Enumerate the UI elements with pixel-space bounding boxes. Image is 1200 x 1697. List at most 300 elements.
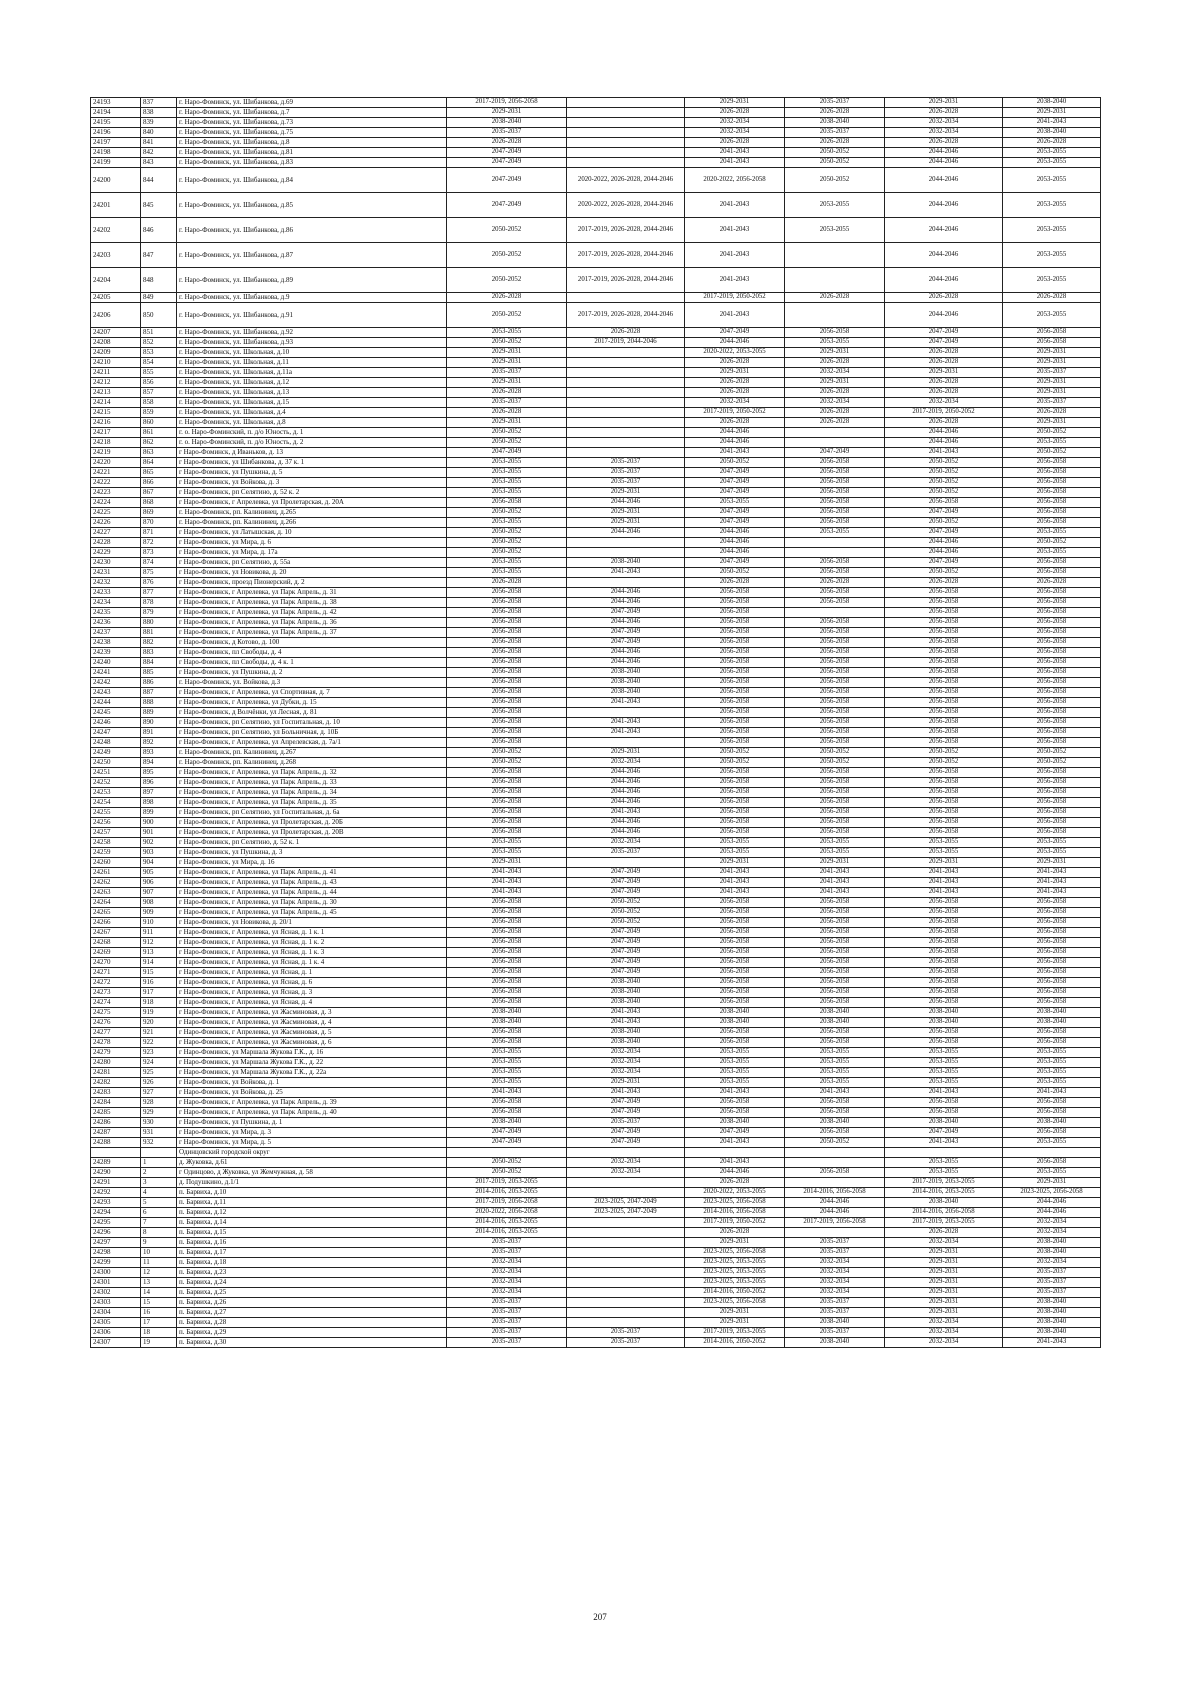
- table-cell: 2032-2034: [567, 758, 685, 768]
- table-cell: 2047-2049: [567, 868, 685, 878]
- table-cell: [567, 1188, 685, 1198]
- table-cell: [785, 243, 885, 268]
- table-cell: 2020-2022, 2026-2028, 2044-2046: [567, 193, 685, 218]
- table-cell: 2026-2028: [685, 1228, 785, 1238]
- table-cell: 870: [141, 518, 177, 528]
- table-row: [91, 128, 1101, 138]
- table-cell: 2044-2046: [685, 1168, 785, 1178]
- table-cell: 2053-2055: [885, 1058, 1003, 1068]
- table-cell: 2056-2058: [1003, 488, 1101, 498]
- table-row: [91, 848, 1101, 858]
- table-cell: 2056-2058: [785, 518, 885, 528]
- table-cell: 2032-2034: [567, 1048, 685, 1058]
- table-cell: г. Наро-Фоминск, ул. Школьная, д.10: [177, 348, 447, 358]
- table-cell: 2056-2058: [685, 828, 785, 838]
- table-row: [91, 1108, 1101, 1118]
- table-cell: 2038-2040: [1003, 1308, 1101, 1318]
- table-cell: 2056-2058: [685, 638, 785, 648]
- table-row: [91, 1248, 1101, 1258]
- table-cell: 2047-2049: [685, 468, 785, 478]
- table-cell: 2026-2028: [885, 358, 1003, 368]
- table-row: [91, 1098, 1101, 1108]
- table-cell: [567, 358, 685, 368]
- table-cell: 24213: [91, 388, 141, 398]
- table-cell: 24255: [91, 808, 141, 818]
- table-cell: г Наро-Фоминск, пл Свободы, д. 4 к. 1: [177, 658, 447, 668]
- table-cell: 2047-2049: [567, 628, 685, 638]
- table-cell: 2035-2037: [785, 1248, 885, 1258]
- table-cell: 9: [141, 1238, 177, 1248]
- table-cell: 24193: [91, 98, 141, 108]
- table-cell: 2026-2028: [885, 108, 1003, 118]
- table-cell: 24245: [91, 708, 141, 718]
- table-cell: г Наро-Фоминск, г Апрелевка, ул Парк Апрель, д. 44: [177, 888, 447, 898]
- table-cell: 24263: [91, 888, 141, 898]
- table-row: [91, 1298, 1101, 1308]
- table-cell: 2026-2028: [785, 388, 885, 398]
- table-cell: 2050-2052: [885, 488, 1003, 498]
- table-cell: 2053-2055: [685, 1068, 785, 1078]
- table-cell: 2050-2052: [885, 458, 1003, 468]
- table-cell: 2056-2058: [785, 828, 885, 838]
- table-cell: п. Барвиха, д.23: [177, 1268, 447, 1278]
- table-cell: 2035-2037: [447, 128, 567, 138]
- table-cell: 2056-2058: [885, 718, 1003, 728]
- table-cell: [567, 1268, 685, 1278]
- table-cell: п. Барвиха, д.25: [177, 1288, 447, 1298]
- table-cell: 2053-2055: [885, 1048, 1003, 1058]
- table-cell: 24209: [91, 348, 141, 358]
- table-cell: 2056-2058: [685, 738, 785, 748]
- table-cell: 862: [141, 438, 177, 448]
- table-cell: 14: [141, 1288, 177, 1298]
- table-cell: п. Барвиха, д.27: [177, 1308, 447, 1318]
- table-cell: 2056-2058: [1003, 718, 1101, 728]
- table-cell: 2053-2055: [785, 218, 885, 243]
- table-cell: 24279: [91, 1048, 141, 1058]
- table-cell: 2050-2052: [785, 758, 885, 768]
- table-cell: 909: [141, 908, 177, 918]
- table-row: [91, 1088, 1101, 1098]
- table-cell: 24272: [91, 978, 141, 988]
- table-cell: 2032-2034: [447, 1268, 567, 1278]
- table-cell: 2014-2016, 2050-2052: [685, 1288, 785, 1298]
- table-cell: 7: [141, 1218, 177, 1228]
- table-cell: 2038-2040: [447, 1118, 567, 1128]
- table-cell: 2038-2040: [567, 688, 685, 698]
- table-cell: 895: [141, 768, 177, 778]
- table-cell: 8: [141, 1228, 177, 1238]
- table-cell: г Наро-Фоминск, д Котово, д. 100: [177, 638, 447, 648]
- table-cell: 2032-2034: [785, 1288, 885, 1298]
- table-cell: 2014-2016, 2053-2055: [447, 1218, 567, 1228]
- table-row: [91, 958, 1101, 968]
- table-cell: г. Наро-Фоминск, рп. Калининец, д.266: [177, 518, 447, 528]
- table-cell: 2056-2058: [785, 958, 885, 968]
- table-cell: 2056-2058: [1003, 468, 1101, 478]
- table-cell: 2032-2034: [785, 398, 885, 408]
- table-cell: 2038-2040: [885, 1118, 1003, 1128]
- table-cell: 2032-2034: [885, 1238, 1003, 1248]
- table-cell: 2029-2031: [685, 1318, 785, 1328]
- table-cell: 2056-2058: [885, 988, 1003, 998]
- table-cell: 2053-2055: [785, 1078, 885, 1088]
- table-cell: 2056-2058: [785, 898, 885, 908]
- table-cell: 2029-2031: [447, 358, 567, 368]
- table-cell: [785, 548, 885, 558]
- table-cell: 2056-2058: [685, 968, 785, 978]
- table-cell: 2047-2049: [567, 1138, 685, 1148]
- table-cell: г Наро-Фоминск, ул Пушкина, д. 1: [177, 1118, 447, 1128]
- table-cell: [785, 1178, 885, 1188]
- table-cell: 24208: [91, 338, 141, 348]
- table-cell: 849: [141, 293, 177, 303]
- table-cell: 2056-2058: [685, 768, 785, 778]
- table-cell: п. Барвиха, д.15: [177, 1228, 447, 1238]
- table-cell: 24304: [91, 1308, 141, 1318]
- table-cell: 2026-2028: [685, 418, 785, 428]
- table-cell: г Наро-Фоминск, г Апрелевка, ул Жасминовая, д. 3: [177, 1008, 447, 1018]
- table-cell: 2056-2058: [447, 938, 567, 948]
- table-cell: 2053-2055: [685, 1078, 785, 1088]
- table-row: [91, 608, 1101, 618]
- table-cell: г Наро-Фоминск, ул Войкова, д. 25: [177, 1088, 447, 1098]
- table-cell: 24293: [91, 1198, 141, 1208]
- table-cell: 2044-2046: [567, 828, 685, 838]
- table-cell: 2035-2037: [567, 1338, 685, 1348]
- table-cell: 2026-2028: [685, 358, 785, 368]
- table-cell: 24217: [91, 428, 141, 438]
- table-cell: 2047-2049: [447, 148, 567, 158]
- table-cell: 2056-2058: [785, 728, 885, 738]
- table-cell: 897: [141, 788, 177, 798]
- table-row: [91, 1138, 1101, 1148]
- table-cell: 2038-2040: [567, 558, 685, 568]
- table-cell: г Наро-Фоминск, г Апрелевка, ул Ясная, д. 1 к. 2: [177, 938, 447, 948]
- table-cell: 24203: [91, 243, 141, 268]
- table-cell: г Наро-Фоминск, г Апрелевка, ул Пролетарская, д. 20Б: [177, 818, 447, 828]
- table-cell: 906: [141, 878, 177, 888]
- table-cell: г. Наро-Фоминск, ул. Школьная, д.8: [177, 418, 447, 428]
- table-cell: 2014-2016, 2053-2055: [885, 1188, 1003, 1198]
- table-cell: 2056-2058: [885, 918, 1003, 928]
- table-cell: 2056-2058: [685, 678, 785, 688]
- table-row: [91, 698, 1101, 708]
- table-row: [91, 708, 1101, 718]
- table-cell: 2: [141, 1168, 177, 1178]
- table-cell: [785, 303, 885, 328]
- table-cell: 872: [141, 538, 177, 548]
- table-cell: 2056-2058: [885, 788, 1003, 798]
- table-cell: 2035-2037: [447, 398, 567, 408]
- table-cell: 2056-2058: [447, 918, 567, 928]
- table-row: [91, 368, 1101, 378]
- table-cell: г. Наро-Фоминск, ул. Шибанкова, д.83: [177, 158, 447, 168]
- table-cell: 2056-2058: [785, 1098, 885, 1108]
- table-cell: [567, 418, 685, 428]
- table-cell: 911: [141, 928, 177, 938]
- table-cell: 2050-2052: [1003, 538, 1101, 548]
- table-cell: 2050-2052: [1003, 758, 1101, 768]
- table-cell: г Наро-Фоминск, ул Шибанкова, д. 37 к. 1: [177, 458, 447, 468]
- table-cell: 2056-2058: [447, 958, 567, 968]
- table-cell: 2056-2058: [785, 618, 885, 628]
- table-cell: 2026-2028: [785, 408, 885, 418]
- table-row: [91, 358, 1101, 368]
- table-cell: 2056-2058: [1003, 998, 1101, 1008]
- table-cell: 2056-2058: [447, 738, 567, 748]
- table-cell: 2038-2040: [1003, 128, 1101, 138]
- table-cell: 24278: [91, 1038, 141, 1048]
- table-cell: 2017-2019, 2044-2046: [567, 338, 685, 348]
- table-cell: 24297: [91, 1238, 141, 1248]
- table-cell: 2041-2043: [567, 698, 685, 708]
- table-row: [91, 798, 1101, 808]
- table-cell: 2029-2031: [885, 1268, 1003, 1278]
- table-cell: 2044-2046: [685, 338, 785, 348]
- table-cell: 2056-2058: [785, 668, 885, 678]
- table-row: [91, 578, 1101, 588]
- table-cell: 24285: [91, 1108, 141, 1118]
- table-row: [91, 828, 1101, 838]
- table-cell: [885, 1148, 1003, 1158]
- table-cell: 24273: [91, 988, 141, 998]
- table-cell: 2056-2058: [447, 1028, 567, 1038]
- table-cell: 2035-2037: [785, 1238, 885, 1248]
- table-row: [91, 838, 1101, 848]
- table-cell: 2032-2034: [785, 1258, 885, 1268]
- table-cell: 2056-2058: [785, 908, 885, 918]
- table-cell: д. Жуковка, д.61: [177, 1158, 447, 1168]
- table-cell: 2047-2049: [447, 193, 567, 218]
- table-cell: 2044-2046: [685, 428, 785, 438]
- table-cell: 925: [141, 1068, 177, 1078]
- table-cell: 2041-2043: [885, 878, 1003, 888]
- table-cell: 2047-2049: [885, 558, 1003, 568]
- table-cell: 2056-2058: [685, 788, 785, 798]
- table-cell: 2029-2031: [567, 488, 685, 498]
- table-cell: 2056-2058: [685, 618, 785, 628]
- table-cell: 2047-2049: [567, 958, 685, 968]
- table-row: [91, 968, 1101, 978]
- table-cell: г. Наро-Фоминск, ул. Шибанкова, д.7: [177, 108, 447, 118]
- table-row: [91, 858, 1101, 868]
- table-cell: 2056-2058: [785, 708, 885, 718]
- table-row: [91, 1228, 1101, 1238]
- table-row: [91, 778, 1101, 788]
- table-cell: г Наро-Фоминск, г Апрелевка, ул Парк Апрель, д. 30: [177, 898, 447, 908]
- table-cell: 2047-2049: [447, 1138, 567, 1148]
- table-row: [91, 1208, 1101, 1218]
- table-cell: 885: [141, 668, 177, 678]
- table-cell: 840: [141, 128, 177, 138]
- table-cell: г. Наро-Фоминск, ул. Шибанкова, д.92: [177, 328, 447, 338]
- table-cell: 24258: [91, 838, 141, 848]
- table-cell: 2044-2046: [567, 798, 685, 808]
- table-cell: 844: [141, 168, 177, 193]
- table-cell: 2020-2022, 2056-2058: [685, 168, 785, 193]
- table-cell: 2017-2019, 2050-2052: [685, 1218, 785, 1228]
- table-cell: 2020-2022, 2053-2055: [685, 348, 785, 358]
- table-cell: 2038-2040: [567, 978, 685, 988]
- table-cell: 24206: [91, 303, 141, 328]
- table-cell: 2026-2028: [685, 108, 785, 118]
- table-cell: 2038-2040: [567, 988, 685, 998]
- table-cell: 2029-2031: [1003, 358, 1101, 368]
- table-cell: 2041-2043: [685, 303, 785, 328]
- table-cell: 2056-2058: [685, 708, 785, 718]
- table-cell: 2044-2046: [685, 548, 785, 558]
- table-cell: 2026-2028: [567, 328, 685, 338]
- table-cell: 24275: [91, 1008, 141, 1018]
- table-cell: 24210: [91, 358, 141, 368]
- table-cell: 843: [141, 158, 177, 168]
- table-cell: 2026-2028: [785, 138, 885, 148]
- table-cell: 2017-2019, 2050-2052: [685, 293, 785, 303]
- table-cell: 2035-2037: [785, 1308, 885, 1318]
- table-cell: 24198: [91, 148, 141, 158]
- table-cell: 24281: [91, 1068, 141, 1078]
- table-cell: п. Барвиха, д.12: [177, 1208, 447, 1218]
- table-cell: 860: [141, 418, 177, 428]
- table-cell: 2053-2055: [1003, 1058, 1101, 1068]
- table-cell: 2056-2058: [885, 688, 1003, 698]
- table-cell: 24239: [91, 648, 141, 658]
- table-row: [91, 1128, 1101, 1138]
- table-cell: 2056-2058: [885, 1028, 1003, 1038]
- table-cell: 2044-2046: [567, 588, 685, 598]
- table-cell: г Наро-Фоминск, г Апрелевка, ул Ясная, д. 3: [177, 988, 447, 998]
- table-cell: 2038-2040: [567, 1028, 685, 1038]
- table-cell: 11: [141, 1258, 177, 1268]
- table-cell: 2056-2058: [1003, 928, 1101, 938]
- table-cell: 2056-2058: [447, 818, 567, 828]
- table-cell: г Наро-Фоминск, г Апрелевка, ул Пролетарская, д. 20В: [177, 828, 447, 838]
- table-cell: 2056-2058: [1003, 988, 1101, 998]
- table-cell: 2032-2034: [685, 398, 785, 408]
- table-cell: г. Наро-Фоминск, ул. Школьная, д.11: [177, 358, 447, 368]
- table-cell: 2056-2058: [885, 658, 1003, 668]
- table-cell: 913: [141, 948, 177, 958]
- table-cell: 2038-2040: [567, 678, 685, 688]
- table-cell: [567, 1148, 685, 1158]
- table-cell: 2056-2058: [785, 778, 885, 788]
- table-cell: 2029-2031: [1003, 418, 1101, 428]
- table-row: [91, 1168, 1101, 1178]
- table-cell: 2056-2058: [885, 608, 1003, 618]
- table-cell: 880: [141, 618, 177, 628]
- table-cell: 2053-2055: [885, 1158, 1003, 1168]
- table-cell: г Наро-Фоминск, г Апрелевка, ул Парк Апрель, д. 35: [177, 798, 447, 808]
- table-cell: 2047-2049: [447, 448, 567, 458]
- table-cell: 2056-2058: [447, 828, 567, 838]
- table-cell: 2056-2058: [885, 908, 1003, 918]
- table-cell: 24230: [91, 558, 141, 568]
- table-row: [91, 748, 1101, 758]
- table-cell: 2044-2046: [885, 218, 1003, 243]
- table-row: [91, 658, 1101, 668]
- table-cell: 914: [141, 958, 177, 968]
- table-cell: 2050-2052: [1003, 748, 1101, 758]
- table-cell: 2026-2028: [785, 358, 885, 368]
- table-cell: [567, 1178, 685, 1188]
- table-cell: п. Барвиха, д.30: [177, 1338, 447, 1348]
- table-cell: 24231: [91, 568, 141, 578]
- table-cell: 2035-2037: [447, 368, 567, 378]
- table-cell: 2053-2055: [785, 528, 885, 538]
- table-cell: [567, 118, 685, 128]
- table-cell: 2038-2040: [1003, 1248, 1101, 1258]
- table-cell: 2056-2058: [885, 638, 1003, 648]
- table-cell: 903: [141, 848, 177, 858]
- table-cell: 2032-2034: [447, 1278, 567, 1288]
- table-cell: 847: [141, 243, 177, 268]
- table-cell: 2056-2058: [785, 818, 885, 828]
- table-row: [91, 243, 1101, 268]
- table-cell: 2026-2028: [885, 578, 1003, 588]
- table-cell: 24229: [91, 548, 141, 558]
- table-cell: г Наро-Фоминск, ул Мира, д. 5: [177, 1138, 447, 1148]
- table-cell: г Наро-Фоминск, рп Селятино, д. 52 к. 2: [177, 488, 447, 498]
- table-cell: 2050-2052: [567, 898, 685, 908]
- table-cell: 2056-2058: [447, 788, 567, 798]
- table-cell: 854: [141, 358, 177, 368]
- table-cell: 841: [141, 138, 177, 148]
- table-cell: 923: [141, 1048, 177, 1058]
- table-cell: 2056-2058: [785, 1108, 885, 1118]
- table-cell: 2026-2028: [885, 388, 1003, 398]
- table-cell: 2041-2043: [685, 448, 785, 458]
- table-cell: г Наро-Фоминск, г Апрелевка, ул Пролетарская, д. 20А: [177, 498, 447, 508]
- table-cell: г Наро-Фоминск, проезд Пионерский, д. 2: [177, 578, 447, 588]
- table-cell: 10: [141, 1248, 177, 1258]
- table-cell: 2044-2046: [685, 538, 785, 548]
- table-cell: 2032-2034: [567, 1168, 685, 1178]
- table-row: [91, 878, 1101, 888]
- table-cell: 2029-2031: [885, 1288, 1003, 1298]
- table-cell: 24276: [91, 1018, 141, 1028]
- table-cell: 24226: [91, 518, 141, 528]
- table-cell: 2044-2046: [567, 658, 685, 668]
- table-cell: 24220: [91, 458, 141, 468]
- table-cell: 2056-2058: [885, 1038, 1003, 1048]
- table-cell: 2056-2058: [447, 1098, 567, 1108]
- table-cell: г. Наро-Фоминск, ул. Шибанкова, д.9: [177, 293, 447, 303]
- table-row: [91, 458, 1101, 468]
- table-cell: п. Барвиха, д.28: [177, 1318, 447, 1328]
- table-row: [91, 768, 1101, 778]
- table-cell: 2050-2052: [567, 908, 685, 918]
- table-cell: 2056-2058: [785, 968, 885, 978]
- table-cell: 2047-2049: [885, 338, 1003, 348]
- table-cell: 2056-2058: [1003, 1158, 1101, 1168]
- table-cell: 907: [141, 888, 177, 898]
- table-cell: г Одинцово, д Жуковка, ул Жемчужная, д. 58: [177, 1168, 447, 1178]
- table-cell: 24267: [91, 928, 141, 938]
- table-cell: 2053-2055: [785, 838, 885, 848]
- table-cell: [567, 1288, 685, 1298]
- table-cell: г Наро-Фоминск, рп Селятино, ул Госпитальная, д. 6а: [177, 808, 447, 818]
- table-cell: 24249: [91, 748, 141, 758]
- table-cell: 2050-2052: [685, 568, 785, 578]
- table-cell: 2056-2058: [785, 988, 885, 998]
- table-row: [91, 1308, 1101, 1318]
- table-cell: 2035-2037: [567, 468, 685, 478]
- table-cell: [141, 1148, 177, 1158]
- table-cell: 2056-2058: [685, 988, 785, 998]
- table-cell: 18: [141, 1328, 177, 1338]
- table-cell: 2041-2043: [685, 243, 785, 268]
